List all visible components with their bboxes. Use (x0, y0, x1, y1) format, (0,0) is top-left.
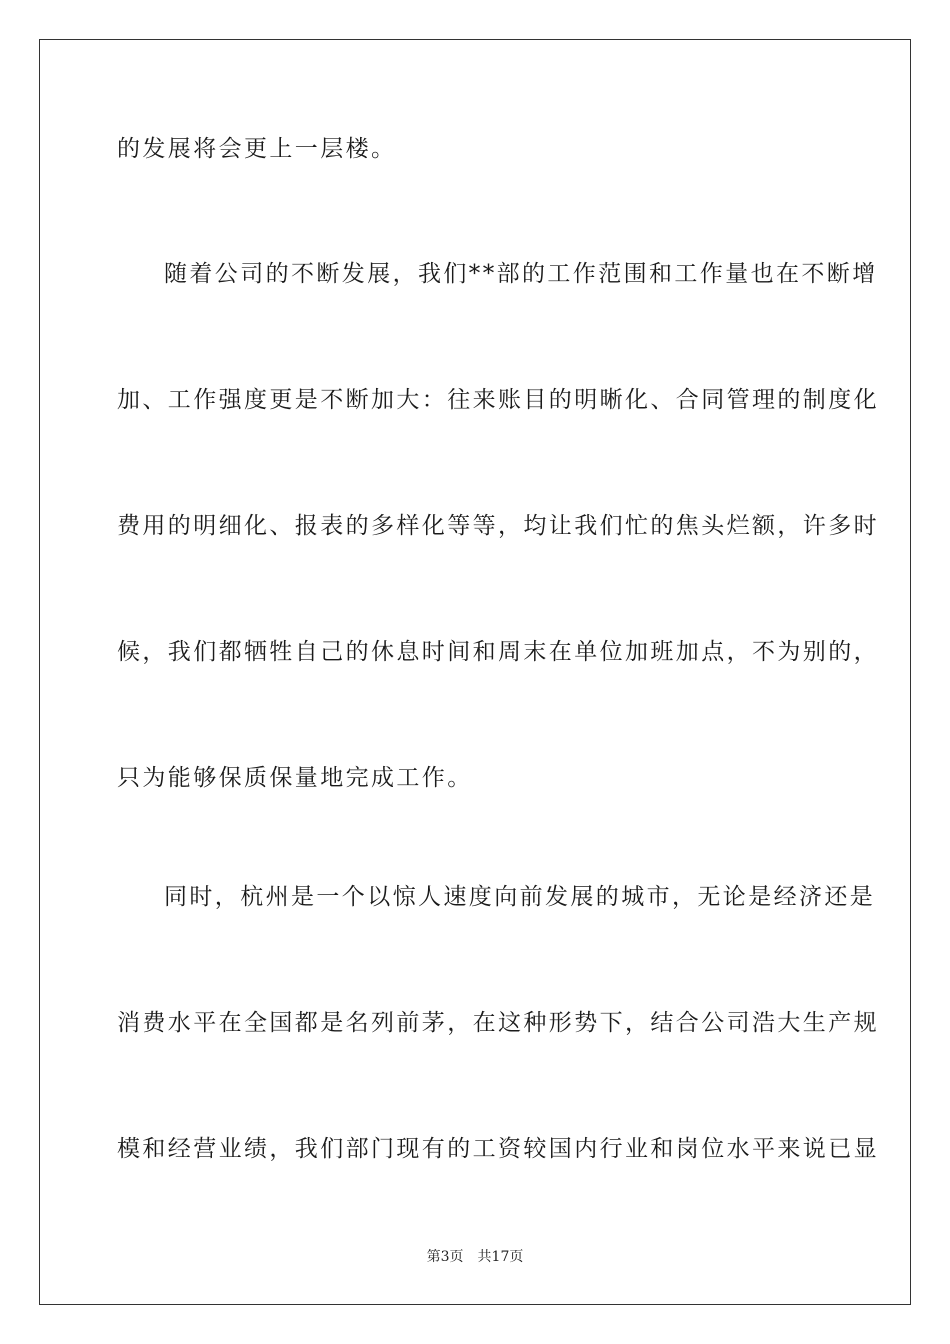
text-line: 消费水平在全国都是名列前茅，在这种形势下，结合公司浩大生产规 (117, 1010, 879, 1036)
text-line: 加、工作强度更是不断加大：往来账目的明晰化、合同管理的制度化 (117, 387, 879, 413)
page-footer (0, 1248, 950, 1266)
text-line: 的发展将会更上一层楼。 (117, 136, 397, 162)
text-line: 费用的明细化、报表的多样化等等，均让我们忙的焦头烂额，许多时 (117, 513, 879, 539)
text-line: 候，我们都牺牲自己的休息时间和周末在单位加班加点，不为别的， (117, 639, 879, 665)
page-border (39, 39, 911, 1305)
text-line: 只为能够保质保量地完成工作。 (117, 765, 473, 791)
page-total: 共17页 (477, 1249, 524, 1265)
paragraph-first-line: 随着公司的不断发展，我们**部的工作范围和工作量也在不断增 (164, 261, 878, 287)
paragraph-first-line: 同时，杭州是一个以惊人速度向前发展的城市，无论是经济还是 (164, 884, 876, 910)
page-number: 第3页 (426, 1249, 464, 1265)
text-line: 模和经营业绩，我们部门现有的工资较国内行业和岗位水平来说已显 (117, 1136, 879, 1162)
